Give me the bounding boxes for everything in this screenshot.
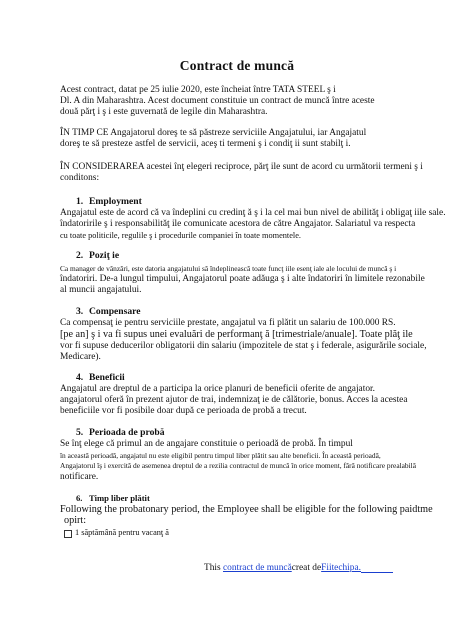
contract-link[interactable]: contract de muncă (223, 563, 292, 573)
section-line: Ca manager de vânzări, este datoria angajatului să îndeplinească toate funcţ iile esenţ iale ale locului de muncă ş i (60, 264, 397, 273)
section-number: 6. (76, 493, 83, 503)
section-line: angajatorul oferă în prezent ajutor de trai, indemnizaţ ie de călătorie, bonus. Acces la acestea (60, 395, 408, 405)
section-line: Following the probatonary period, the Employee shall be eligible for the following paidtme (60, 504, 433, 515)
footer-underline (361, 563, 393, 573)
section-number: 1. (76, 196, 84, 207)
section-line: notificare. (60, 472, 99, 482)
section-title: Perioada de probă (89, 427, 165, 438)
intro-line: două părţ i ş i este guvernată de legile din Maharashtra. (60, 107, 268, 117)
section-heading-beneficii (76, 372, 125, 383)
consideration-line: ÎN CONSIDERAREA acestei înţ elegeri reciproce, părţ ile sunt de acord cu următorii termeni ş i (60, 162, 423, 172)
whereas-line: doreş te să presteze astfel de servicii, aceş ti termeni ş i condiţ ii sunt stabilţ i. (60, 139, 351, 149)
section-line: cu toate politicile, regulile ş i procedurile companiei în toate momentele. (60, 231, 301, 240)
section-number: 4. (76, 372, 84, 383)
section-heading-timp-liber-platit (76, 493, 150, 503)
author-link[interactable]: Fiitechipa. (321, 563, 361, 573)
intro-line: Dl. A din Maharashtra. Acest document constituie un contract de muncă între aceste (60, 96, 375, 106)
section-line: opirt: (64, 515, 87, 526)
section-line: Se înţ elege că primul an de angajare constituie o perioadă de probă. În timpul (60, 439, 353, 449)
section-line: îndatoriri. De-a lungul timpului, Angajatorul poate adăuga ş i alte îndatoriri în limitele rezonabile (60, 274, 425, 284)
consideration-line: conditons: (60, 173, 100, 183)
section-line: al muncii angajatului. (60, 285, 142, 295)
section-line: Ca compensaţ ie pentru serviciile prestate, angajatul va fi plătit un salariu de 100.000 RS. (60, 318, 396, 328)
section-title: Timp liber plătit (89, 493, 150, 503)
section-line: în această perioadă, angajatul nu este eligibil pentru timpul liber plătit sau alte beneficii. În această perioadă, (60, 451, 381, 460)
section-title: Beneficii (89, 372, 125, 383)
checklist-item-label: 1 săptămână pentru vacanţ ă (75, 528, 169, 537)
footer-middle: creat de (291, 563, 322, 573)
section-title: Compensare (89, 306, 141, 317)
section-title: Employment (89, 196, 142, 207)
section-heading-pozitie (76, 250, 119, 261)
checkbox[interactable] (64, 530, 72, 538)
whereas-line: ÎN TIMP CE Angajatorul doreş te să păstreze serviciile Angajatului, iar Angajatul (60, 128, 367, 138)
section-heading-employment (76, 196, 142, 207)
footer-prefix: This (204, 563, 224, 573)
section-number: 2. (76, 250, 84, 261)
section-heading-compensare (76, 306, 141, 317)
section-line: Angajatul are dreptul de a participa la orice planuri de beneficii oferite de angajator. (60, 384, 375, 394)
section-number: 5. (76, 427, 84, 438)
section-line: îndatoririle ş i responsabilităţ ile comunicate acestora de către Angajator. Salariatul va respecta (60, 219, 416, 229)
section-line: Angajatorul îş i exercită de asemenea dreptul de a rezilia contractul de muncă în orice moment, fără notificare prealabilă (60, 461, 417, 470)
footer-credit (204, 563, 393, 573)
section-line: [pe an] ş i va fi supus unei evaluări de performanţ ă [trimestriale/anuale]. Toate plăţ ile (60, 329, 413, 340)
section-heading-perioada-de-proba (76, 427, 165, 438)
section-line: Angajatul este de acord că va îndeplini cu credinţ ă ş i la cel mai bun nivel de abilităţ i obligaţ iile sale. (60, 208, 446, 218)
section-title: Poziţ ie (89, 250, 120, 261)
document-title: Contract de muncă (179, 58, 295, 73)
section-line: beneficiile vor fi posibile doar după ce perioada de probă a trecut. (60, 406, 307, 416)
section-number: 3. (76, 306, 84, 317)
section-line: Medicare). (60, 352, 101, 362)
section-line: vor fi supuse deducerilor obligatorii din salariu (impozitele de stat ş i federale, asigurările sociale, (60, 341, 427, 351)
intro-line: Acest contract, datat pe 25 iulie 2020, este încheiat între TATA STEEL ş i (60, 85, 336, 95)
